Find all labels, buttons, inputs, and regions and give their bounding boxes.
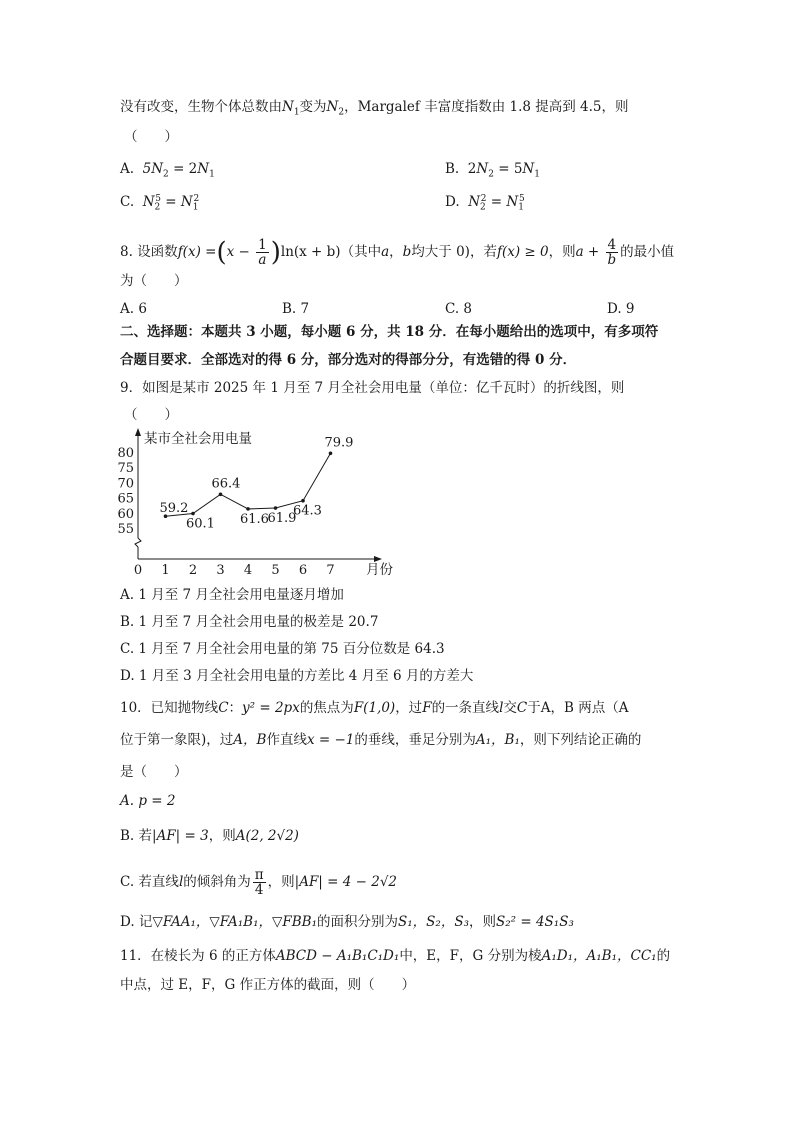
q10-option-d[interactable]: D. 记▽FAA₁，▽FA₁B₁，▽FBB₁的面积分别为S₁，S₂，S₃，则S₂² = 4S₁S₃: [120, 914, 574, 930]
x-tick-label: 4: [243, 563, 253, 578]
data-label: 61.6: [240, 511, 269, 527]
x-tick-label: 7: [326, 563, 335, 578]
x-tick-label: 1: [161, 563, 170, 578]
q10-stem-line-1: 10．已知抛物线C：y² = 2px的焦点为F(1,0)，过F的一条直线l交C于A，B 两点（A: [120, 700, 629, 716]
q9-option-c[interactable]: C. 1 月至 7 月全社会用电量的第 75 百分位数是 64.3: [120, 641, 445, 657]
q7-stem-line: 没有改变，生物个体总数由$N_1$变为$N_2$，Margalef 丰富度指数由 1.8 提高到 4.5，则: [120, 99, 629, 118]
q7-option-d[interactable]: D. $N_2^2 = N_1^5$: [445, 193, 525, 213]
data-label: 59.2: [159, 501, 189, 517]
x-axis-label: 月份: [366, 562, 393, 578]
y-tick-label: 65: [117, 491, 134, 507]
x-tick-label: 2: [188, 563, 198, 578]
q8-stem-line: 8. 设函数f(x) =(x − $\frac{1}{a}$ )ln(x + b)（其中a，b均大于 0)，若f(x) ≥ 0，则a + $\frac{4}{b}$ 的最小值: [120, 237, 675, 268]
chart-title: 某市全社会用电量: [144, 431, 252, 447]
q7-option-a[interactable]: A. $5N_2 = 2N_1$: [120, 161, 215, 180]
q10-option-a[interactable]: A. p = 2: [120, 793, 176, 809]
q9-option-d[interactable]: D. 1 月至 3 月全社会用电量的方差比 4 月至 6 月的方差大: [120, 668, 474, 684]
data-point: [246, 507, 250, 511]
q8-option-c[interactable]: C. 8: [445, 301, 473, 317]
q9-stem: 9．如图是某市 2025 年 1 月至 7 月全社会用电量（单位：亿千瓦时）的折线图，则: [120, 380, 625, 396]
data-label: 60.1: [186, 516, 215, 532]
q7-option-b[interactable]: B. $2N_2 = 5N_1$: [445, 161, 540, 180]
data-label: 79.9: [324, 435, 354, 451]
q9-option-a[interactable]: A. 1 月至 7 月全社会用电量逐月增加: [120, 587, 344, 603]
q10-stem-line-2: 位于第一象限)，过A，B作直线x = −1的垂线，垂足分别为A₁，B₁，则下列结论正确的: [120, 732, 642, 748]
q10-fraction-pi-over-4: $\frac{\pi}{4}$: [254, 867, 264, 898]
y-axis-arrow: [135, 428, 141, 436]
y-tick-label: 60: [117, 506, 134, 522]
data-point: [301, 499, 305, 503]
q10-stem-line-3: 是（ ）: [120, 764, 188, 780]
data-point: [219, 493, 223, 497]
y-axis-break: [135, 538, 141, 547]
q8-fraction-4-over-b: $\frac{4}{b}$: [607, 237, 617, 268]
x-tick-label: 5: [271, 563, 280, 578]
x-tick-label: 3: [216, 563, 225, 578]
q8-fraction-1-over-a: $\frac{1}{a}$: [258, 237, 267, 268]
q7-paren: （ ）: [124, 129, 178, 145]
section-2-heading-line-2: 合题目要求．全部选对的得 6 分，部分选对的得部分分，有选错的得 0 分．: [120, 352, 577, 368]
data-point: [191, 512, 195, 516]
q8-stem-line-2: 为（ ）: [120, 273, 188, 289]
q9-line-chart: [117, 425, 393, 580]
q9-paren: （ ）: [124, 407, 178, 423]
y-tick-label: 55: [117, 522, 134, 537]
q11-stem-line-1: 11．在棱长为 6 的正方体ABCD − A₁B₁C₁D₁中，E，F，G 分别为棱A₁D₁，A₁B₁，CC₁的: [120, 948, 671, 964]
q11-stem-line-2: 中点，过 E，F，G 作正方体的截面，则（ ）: [120, 977, 416, 993]
y-tick-label: 80: [117, 446, 134, 461]
data-label: 61.9: [267, 511, 297, 527]
y-tick-label: 75: [117, 461, 134, 477]
data-label: 64.3: [293, 503, 322, 519]
q8-option-b[interactable]: B. 7: [282, 301, 310, 317]
q10-option-c[interactable]: C. 若直线l的倾斜角为 $\frac{\pi}{4}$ ，则|AF| = 4 − 2√2: [120, 867, 398, 898]
section-2-heading: 二、选择题：本题共 3 小题，每小题 6 分，共 18 分．在每小题给出的选项中，有多项符: [120, 324, 659, 340]
data-point: [329, 452, 333, 456]
data-label: 66.4: [211, 476, 241, 492]
q10-option-b[interactable]: B. 若|AF| = 3，则A(2, 2√2): [120, 828, 299, 844]
data-point: [274, 506, 278, 510]
x-tick-label: 6: [298, 563, 308, 578]
q7-option-c[interactable]: C. $N_2^5 = N_1^2$: [120, 193, 200, 213]
x-tick-label: 0: [133, 563, 143, 578]
q8-option-a[interactable]: A. 6: [120, 301, 147, 317]
q8-option-d[interactable]: D. 9: [607, 301, 635, 317]
q9-option-b[interactable]: B. 1 月至 7 月全社会用电量的极差是 20.7: [120, 614, 379, 630]
y-tick-label: 70: [117, 476, 134, 492]
